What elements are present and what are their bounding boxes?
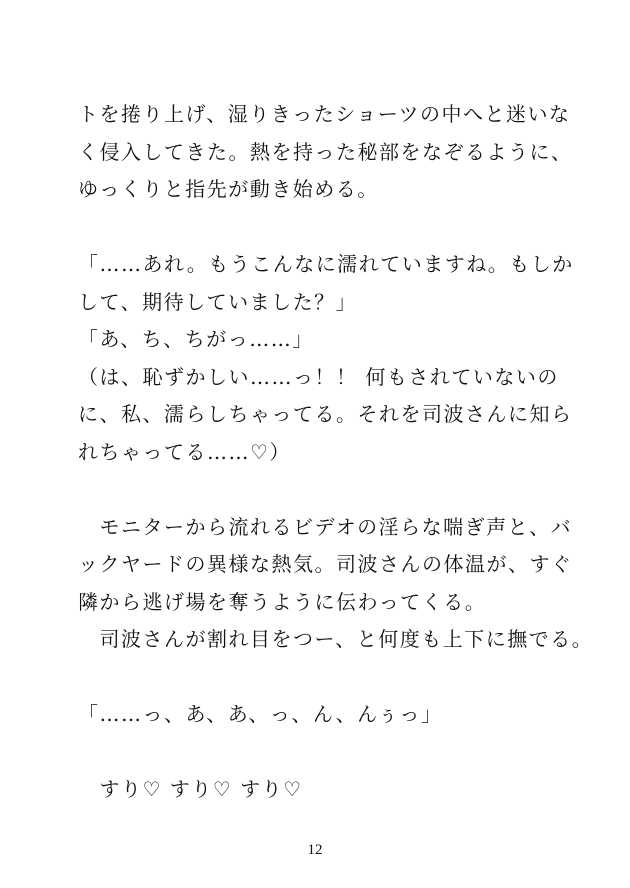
- text-line: 司波さんが割れ目をつー、と何度も上下に撫でる。: [78, 627, 594, 651]
- text-line: トを捲り上げ、湿りきったショーツの中へと迷いな: [78, 102, 571, 126]
- thought-line: に、私、濡らしちゃってる。それを司波さんに知ら: [78, 402, 573, 426]
- text-line: く侵入してきた。熱を持った秘部をなぞるように、: [78, 139, 573, 164]
- text-line: 隣から逃げ場を奪うように伝わってくる。: [78, 589, 487, 614]
- blank-line: [78, 659, 578, 697]
- text-line: ゆっくりと指先が動き始める。: [78, 177, 379, 201]
- dialogue-line: 「あ、ち、ちがっ……」: [78, 327, 314, 351]
- text-line: モニターから流れるビデオの淫らな喘ぎ声と、バ: [78, 514, 573, 539]
- blank-line: [78, 209, 578, 247]
- thought-line: れちゃってる……♡）: [78, 439, 291, 464]
- text-line: すり♡ すり♡ すり♡: [78, 777, 303, 801]
- text-line: ックヤードの異様な熱気。司波さんの体温が、すぐ: [78, 552, 573, 576]
- body-text: [78, 96, 594, 809]
- dialogue-line: 「……っ、あ、あ、っ、ん、んぅっ」: [78, 702, 443, 726]
- page-number: 12: [307, 842, 323, 858]
- dialogue-line: 「……あれ。もうこんなに濡れていますね。もしか: [78, 252, 574, 276]
- blank-line: [78, 734, 578, 772]
- blank-line: [78, 471, 578, 509]
- dialogue-line: して、期待していました？」: [78, 289, 358, 314]
- thought-line: （は、恥ずかしい……っ！！ 何もされていないの: [78, 364, 559, 389]
